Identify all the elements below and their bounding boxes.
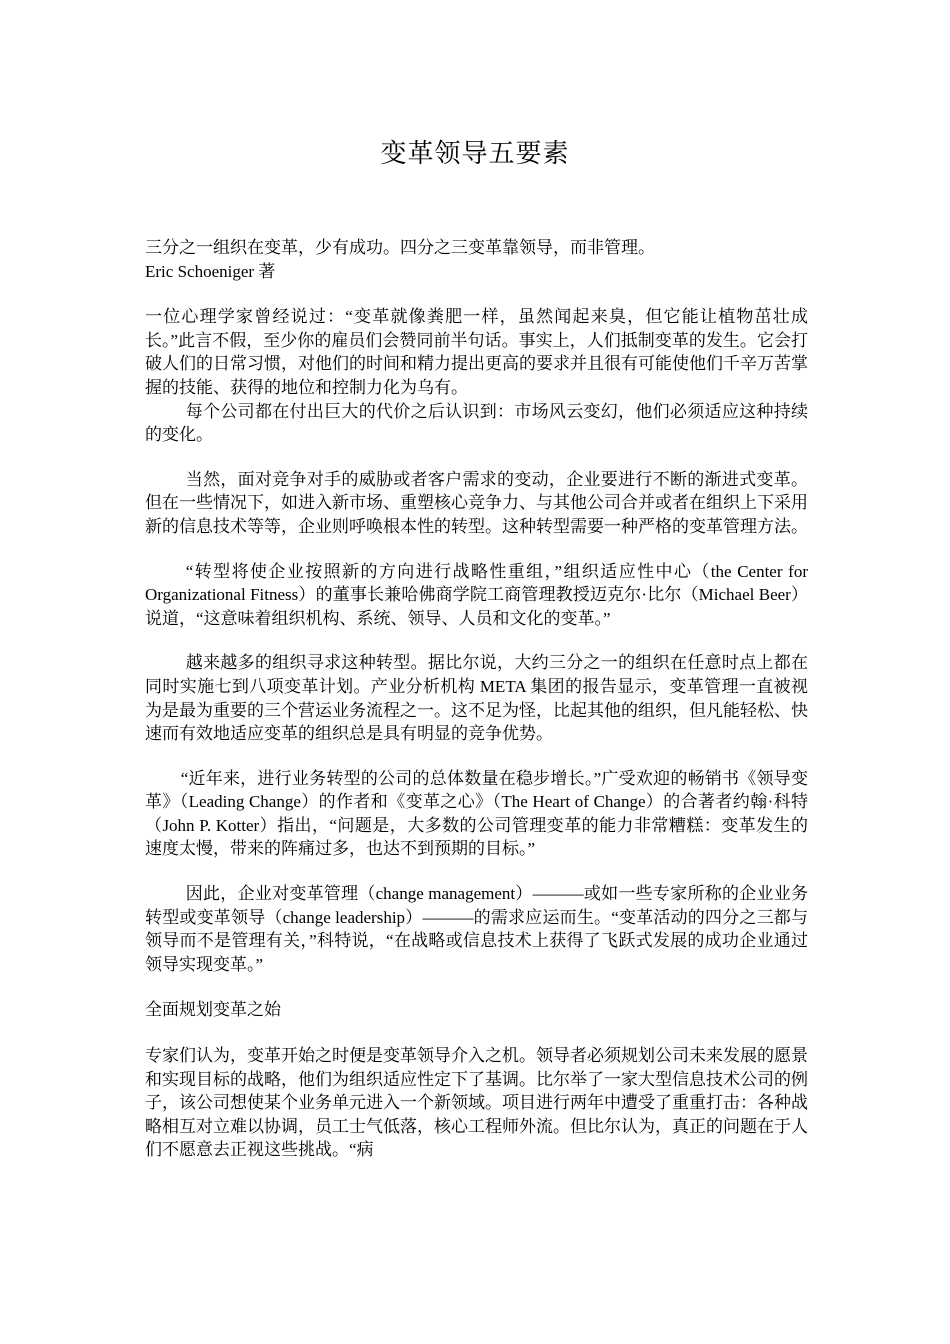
- paragraph: 越来越多的组织寻求这种转型。据比尔说，大约三分之一的组织在任意时点上都在同时实施七到八项变革计划。产业分析机构 META 集团的报告显示，变革管理一直被视为是最为重要的三个营运业务流程之一。这不足为怪，比起其他的组织，但凡能轻松、快速而有效地适应变革的组织总是具有明显的竞争优势。: [145, 653, 808, 744]
- document-title: 变革领导五要素: [380, 139, 570, 168]
- document-author: Eric Schoeniger 著: [145, 261, 276, 281]
- paragraph: 一位心理学家曾经说过：“变革就像粪肥一样，虽然闻起来臭，但它能让植物茁壮成长。”此言不假，至少你的雇员们会赞同前半句话。事实上，人们抵制变革的发生。它会打破人们的日常习惯，对他们的时间和精力提出更高的要求并且很有可能使他们千辛万苦掌握的技能、获得的地位和控制力化为乌有。: [145, 307, 808, 397]
- document-subtitle: 三分之一组织在变革，少有成功。四分之三变革靠领导，而非管理。: [145, 238, 655, 257]
- paragraph: “近年来，进行业务转型的公司的总体数量在稳步增长。”广受欢迎的畅销书《领导变革》（Leading Change）的作者和《变革之心》（The Heart of Change）的合著者约翰·科特（John P. Kotter）指出，“问题是，大多数的公司管理变革的能力非常糟糕：变革发生的速度太慢，带来的阵痛过多，也达不到预期的目标。”: [145, 768, 808, 859]
- document-body: [145, 236, 808, 1162]
- section-heading: 全面规划变革之始: [145, 1000, 281, 1020]
- paragraph: 因此，企业对变革管理（change management）———或如一些专家所称的企业业务转型或变革领导（change leadership）———的需求应运而生。“变革活动的四分之三都与领导而不是管理有关，”科特说，“在战略或信息技术上获得了飞跃式发展的成功企业通过领导实现变革。”: [145, 884, 808, 974]
- paragraph: 专家们认为，变革开始之时便是变革领导介入之机。领导者必须规划公司未来发展的愿景和实现目标的战略，他们为组织适应性定下了基调。比尔举了一家大型信息技术公司的例子，该公司想使某个业务单元进入一个新领域。项目进行两年中遭受了重重打击：各种战略相互对立难以协调，员工士气低落，核心工程师外流。但比尔认为，真正的问题在于人们不愿意去正视这些挑战。“病: [145, 1046, 808, 1160]
- paragraph: “转型将使企业按照新的方向进行战略性重组，”组织适应性中心（the Center for Organizational Fitness）的董事长兼哈佛商学院工商管理教授迈克尔·比尔（Michael Beer）说道，“这意味着组织机构、系统、领导、人员和文化的变革。”: [145, 561, 808, 628]
- paragraph: 每个公司都在付出巨大的代价之后认识到：市场风云变幻，他们必须适应这种持续的变化。: [145, 401, 808, 445]
- paragraph: 当然，面对竞争对手的威胁或者客户需求的变动，企业要进行不断的渐进式变革。但在一些情况下，如进入新市场、重塑核心竞争力、与其他公司合并或者在组织上下采用新的信息技术等等，企业则呼唤根本性的转型。这种转型需要一种严格的变革管理方法。: [145, 469, 808, 536]
